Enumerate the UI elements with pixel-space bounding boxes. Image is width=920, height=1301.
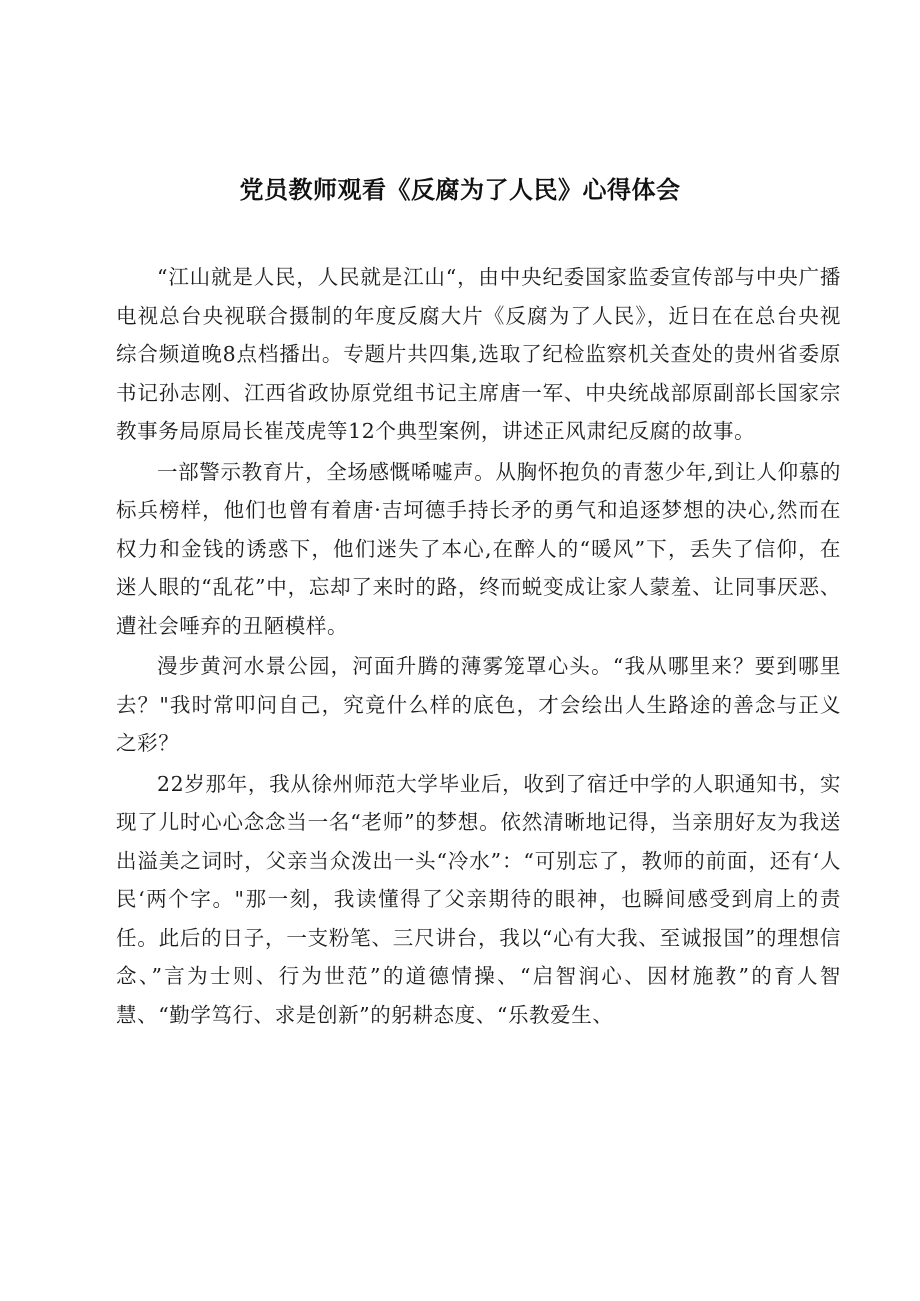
paragraph-1: “江山就是人民，人民就是江山“，由中央纪委国家监委宣传部与中央广播电视总台央视联合摄制的年度反腐大片《反腐为了人民》，近日在在总台央视综合频道晚8点档播出。专题片共四集,选取了纪检监察机关查处的贵州省委原书记孙志刚、江西省政协原党组书记主席唐一军、中央统战部原副部长国家宗教事务局原局长崔茂虎等12个典型案例，讲述正风肃纪反腐的故事。 — [116, 265, 841, 443]
document-body — [116, 258, 841, 1034]
document-title: 党员教师观看《反腐为了人民》心得体会 — [239, 176, 681, 204]
paragraph-2: 一部警示教育片，全场感慨唏嘘声。从胸怀抱负的青葱少年,到让人仰慕的标兵榜样，他们也曾有着唐·吉坷德手持长矛的勇气和追逐梦想的决心,然而在权力和金钱的诱惑下，他们迷失了本心,在醉人的“暖风”下，丢失了信仰，在迷人眼的“乱花”中，忘却了来时的路，终而蜕变成让家人蒙羞、让同事厌恶、遭社会唾弃的丑陋模样。 — [116, 459, 841, 638]
paragraph-3: 漫步黄河水景公园，河面升腾的薄雾笼罩心头。“我从哪里来？要到哪里去？"我时常叩问自己，究竟什么样的底色，才会绘出人生路途的善念与正义之彩？ — [116, 654, 841, 755]
paragraph-4: 22岁那年，我从徐州师范大学毕业后，收到了宿迁中学的人职通知书，实现了儿时心心念念当一名“老师”的梦想。依然清晰地记得，当亲朋好友为我送出溢美之词时，父亲当众泼出一头“冷水”：“可别忘了，教师的前面，还有‘人民‘两个字。"那一刻，我读懂得了父亲期待的眼神，也瞬间感受到肩上的责任。此后的日子，一支粉笔、三尺讲台，我以“心有大我、至诚报国”的理想信念、”言为士则、行为世范”的道德情操、“启智润心、因材施教”的育人智慧、“勤学笃行、求是创新”的躬耕态度、“乐教爱生、 — [116, 771, 841, 1027]
